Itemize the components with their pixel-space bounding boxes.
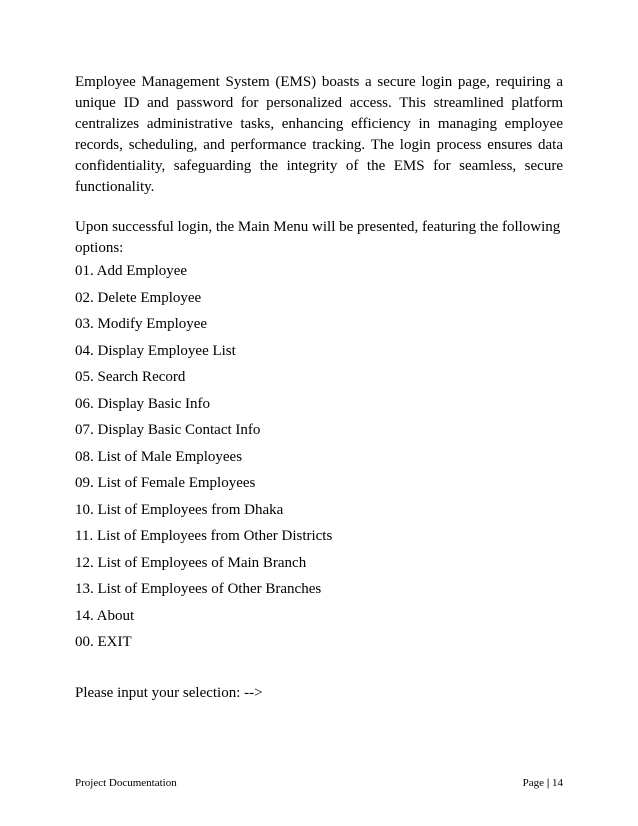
menu-item-modify-employee: 03. Modify Employee — [75, 316, 208, 332]
selection-prompt: Please input your selection: --> — [75, 685, 263, 701]
menu-item-exit: 00. EXIT — [75, 634, 132, 650]
footer-title: Project Documentation — [75, 777, 177, 789]
menu-item-list-employees-other-branches: 13. List of Employees of Other Branches — [75, 581, 322, 597]
menu-item-list-employees-dhaka: 10. List of Employees from Dhaka — [75, 501, 284, 518]
page-footer — [75, 776, 563, 790]
menu-item-display-employee-list: 04. Display Employee List — [75, 342, 236, 359]
footer-page-number: 14 — [552, 777, 563, 789]
menu-intro-text: Upon successful login, the Main Menu will be presented, featuring the following options: — [75, 219, 561, 256]
footer-page-indicator — [523, 776, 563, 790]
footer-page-label: Page — [522, 777, 545, 789]
menu-item-search-record: 05. Search Record — [75, 369, 186, 385]
menu-item-list-male-employees: 08. List of Male Employees — [75, 448, 243, 465]
menu-item-display-basic-contact-info: 07. Display Basic Contact Info — [75, 422, 261, 438]
menu-item-delete-employee: 02. Delete Employee — [75, 289, 202, 306]
menu-item-list-employees-main-branch: 12. List of Employees of Main Branch — [75, 554, 307, 571]
main-menu-list — [75, 261, 332, 659]
menu-item-list-employees-other-districts: 11. List of Employees from Other Districts — [75, 528, 333, 544]
menu-item-add-employee: 01. Add Employee — [75, 263, 188, 279]
menu-item-about: 14. About — [75, 607, 135, 624]
intro-paragraph: Employee Management System (EMS) boasts a secure login page, requiring a unique ID and password for personalized access. This streamlined platform centralizes administrative tasks, enhancing efficiency in managing employee records, scheduling, and performance tracking. The login process ensures data confidentiality, safeguarding the integrity of the EMS for seamless, secure functionality. — [75, 74, 563, 195]
menu-item-list-female-employees: 09. List of Female Employees — [75, 475, 256, 491]
footer-separator: | — [546, 777, 550, 789]
menu-item-display-basic-info: 06. Display Basic Info — [75, 395, 210, 412]
